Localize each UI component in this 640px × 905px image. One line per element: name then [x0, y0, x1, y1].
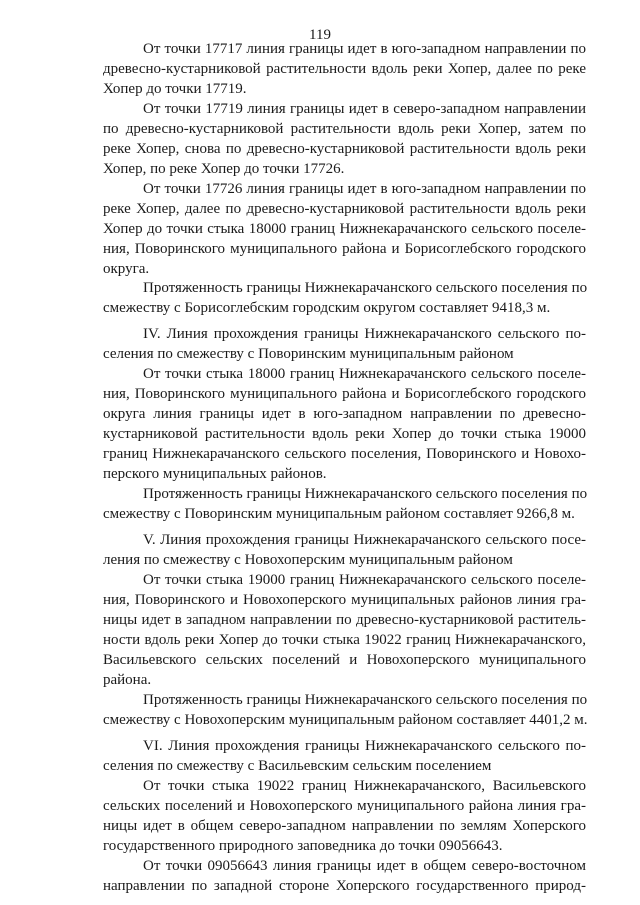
text-line: От точки стыка 19022 границ Нижнекарачанского, Васильевского — [143, 778, 586, 794]
text-line: ния, Поворинского муниципального района и Борисоглебского городского — [103, 386, 586, 402]
text-line: ницы идет в общем северо-западном направлении по землям Хоперского — [103, 818, 586, 834]
text-line: От точки 17726 линия границы идет в юго-западном направлении по — [143, 181, 586, 197]
text-line: От точки стыка 19000 границ Нижнекарачанского сельского поселе- — [143, 572, 586, 588]
text-line: по древесно-кустарниковой растительности вдоль реки Хопер, затем по — [103, 121, 586, 137]
text-line: смежеству с Борисоглебским городским округом составляет 9418,3 м. — [103, 300, 551, 316]
text-line: IV. Линия прохождения границы Нижнекарачанского сельского по- — [143, 326, 586, 342]
text-line: смежеству с Поворинским муниципальным районом составляет 9266,8 м. — [103, 506, 575, 522]
text-line: смежеству с Новохоперским муниципальным районом составляет 4401,2 м. — [103, 712, 588, 728]
text-line: V. Линия прохождения границы Нижнекарачанского сельского посе- — [143, 532, 586, 548]
text-line: ния, Поворинского муниципального района и Борисоглебского городского — [103, 241, 586, 257]
text-line: Протяженность границы Нижнекарачанского сельского поселения по — [143, 280, 588, 296]
text-line: VI. Линия прохождения границы Нижнекарачанского сельского по- — [143, 738, 586, 754]
text-line: От точки 17717 линия границы идет в юго-западном направлении по — [143, 41, 586, 57]
text-line: округа линия границы идет в юго-западном направлении по древесно- — [103, 406, 586, 422]
text-line: реке Хопер, далее по древесно-кустарниковой растительности вдоль реки — [103, 201, 586, 217]
text-line: ницы идет в западном направлении по древесно-кустарниковой раститель- — [103, 612, 586, 628]
text-line: ления по смежеству с Новохоперским муниципальным районом — [103, 552, 513, 568]
text-line: района. — [103, 672, 152, 688]
text-line: Хопер, по реке Хопер до точки 17726. — [103, 161, 345, 177]
text-line: Хопер до точки 17719. — [103, 81, 247, 97]
text-line: ния, Поворинского и Новохоперского муниципальных районов линия гра- — [103, 592, 586, 608]
text-line: Васильевского сельских поселений и Новохоперского муниципального — [103, 652, 586, 668]
text-line: селения по смежеству с Васильевским сельским поселением — [103, 758, 492, 774]
text-line: направлении по западной стороне Хоперского государственного природ- — [103, 878, 586, 894]
text-line: От точки 09056643 линия границы идет в общем северо-восточном — [143, 858, 586, 874]
text-line: ности вдоль реки Хопер до точки стыка 19022 границ Нижнекарачанского, — [103, 632, 586, 648]
text-line: Протяженность границы Нижнекарачанского сельского поселения по — [143, 692, 588, 708]
text-line: древесно-кустарниковой растительности вдоль реки Хопер, далее по реке — [103, 61, 586, 77]
text-line: реке Хопер, снова по древесно-кустарниковой растительности вдоль реки — [103, 141, 586, 157]
text-line: границ Нижнекарачанского сельского поселения, Поворинского и Новохо- — [103, 446, 586, 462]
text-line: Хопер до точки стыка 18000 границ Нижнекарачанского сельского поселе- — [103, 221, 586, 237]
text-line: От точки 17719 линия границы идет в северо-западном направлении — [143, 101, 586, 117]
text-line: кустарниковой растительности вдоль реки Хопер до точки стыка 19000 — [103, 426, 586, 442]
text-line: От точки стыка 18000 границ Нижнекарачанского сельского поселе- — [143, 366, 586, 382]
text-line: государственного природного заповедника до точки 09056643. — [103, 838, 503, 854]
text-line: Протяженность границы Нижнекарачанского сельского поселения по — [143, 486, 588, 502]
text-line: перского муниципальных районов. — [103, 466, 327, 482]
text-line: селения по смежеству с Поворинским муниципальным районом — [103, 346, 514, 362]
text-line: сельских поселений и Новохоперского муниципального района линия гра- — [103, 798, 586, 814]
text-line: округа. — [103, 261, 150, 277]
page-number: 119 — [309, 27, 331, 43]
